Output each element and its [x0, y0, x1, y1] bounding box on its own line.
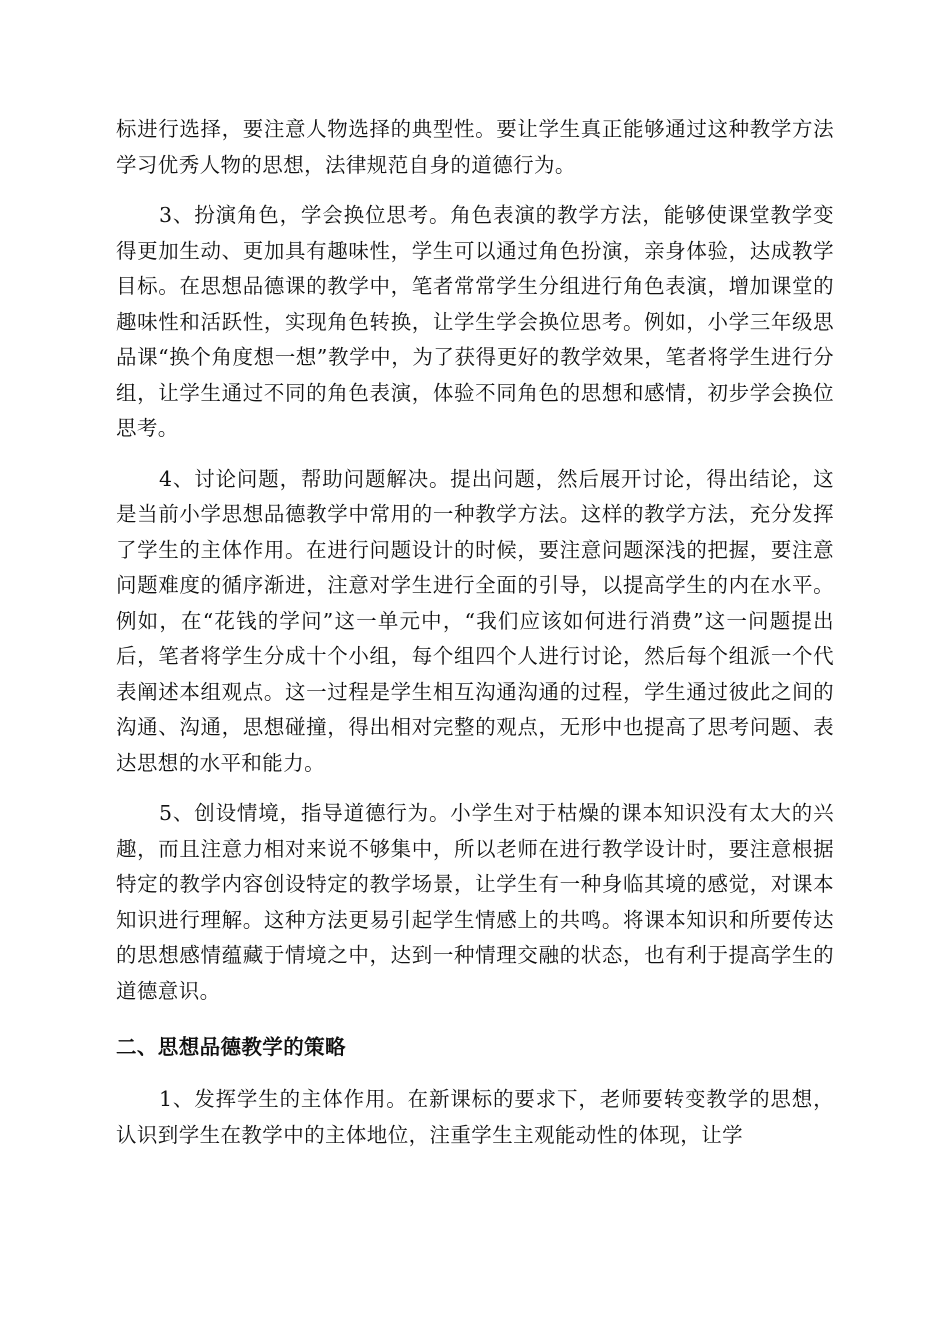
paragraph-role-play: 3、扮演角色，学会换位思考。角色表演的教学方法，能够使课堂教学变得更加生动、更加具有趣味性，学生可以通过角色扮演，亲身体验，达成教学目标。在思想品德课的教学中，笔者常常学生分组进行角色表演，增加课堂的趣味性和活跃性，实现角色转换，让学生学会换位思考。例如，小学三年级思品课“换个角度想一想”教学中，为了获得更好的教学效果，笔者将学生进行分组，让学生通过不同的角色表演，体验不同角色的思想和感情，初步学会换位思考。 [116, 203, 834, 440]
paragraph-continuation: 标进行选择，要注意人物选择的典型性。要让学生真正能够通过这种教学方法学习优秀人物的思想，法律规范自身的道德行为。 [116, 117, 834, 177]
document-page [116, 112, 834, 1153]
paragraph-student-subject: 1、发挥学生的主体作用。在新课标的要求下，老师要转变教学的思想，认识到学生在教学中的主体地位，注重学生主观能动性的体现，让学 [116, 1087, 834, 1147]
paragraph-situation: 5、创设情境，指导道德行为。小学生对于枯燥的课本知识没有太大的兴趣，而且注意力相对来说不够集中，所以老师在进行教学设计时，要注意根据特定的教学内容创设特定的教学场景，让学生有一种身临其境的感觉，对课本知识进行理解。这种方法更易引起学生情感上的共鸣。将课本知识和所要传达的思想感情蕴藏于情境之中，达到一种情理交融的状态，也有利于提高学生的道德意识。 [116, 801, 834, 1003]
section-heading: 二、思想品德教学的策略 [116, 1035, 346, 1059]
paragraph-discussion: 4、讨论问题，帮助问题解决。提出问题，然后展开讨论，得出结论，这是当前小学思想品德教学中常用的一种教学方法。这样的教学方法，充分发挥了学生的主体作用。在进行问题设计的时候，要注意问题深浅的把握，要注意问题难度的循序渐进，注意对学生进行全面的引导，以提高学生的内在水平。例如，在“花钱的学问”这一单元中，“我们应该如何进行消费”这一问题提出后，笔者将学生分成十个小组，每个组四个人进行讨论，然后每个组派一个代表阐述本组观点。这一过程是学生相互沟通沟通的过程，学生通过彼此之间的沟通、沟通，思想碰撞，得出相对完整的观点，无形中也提高了思考问题、表达思想的水平和能力。 [116, 466, 834, 775]
